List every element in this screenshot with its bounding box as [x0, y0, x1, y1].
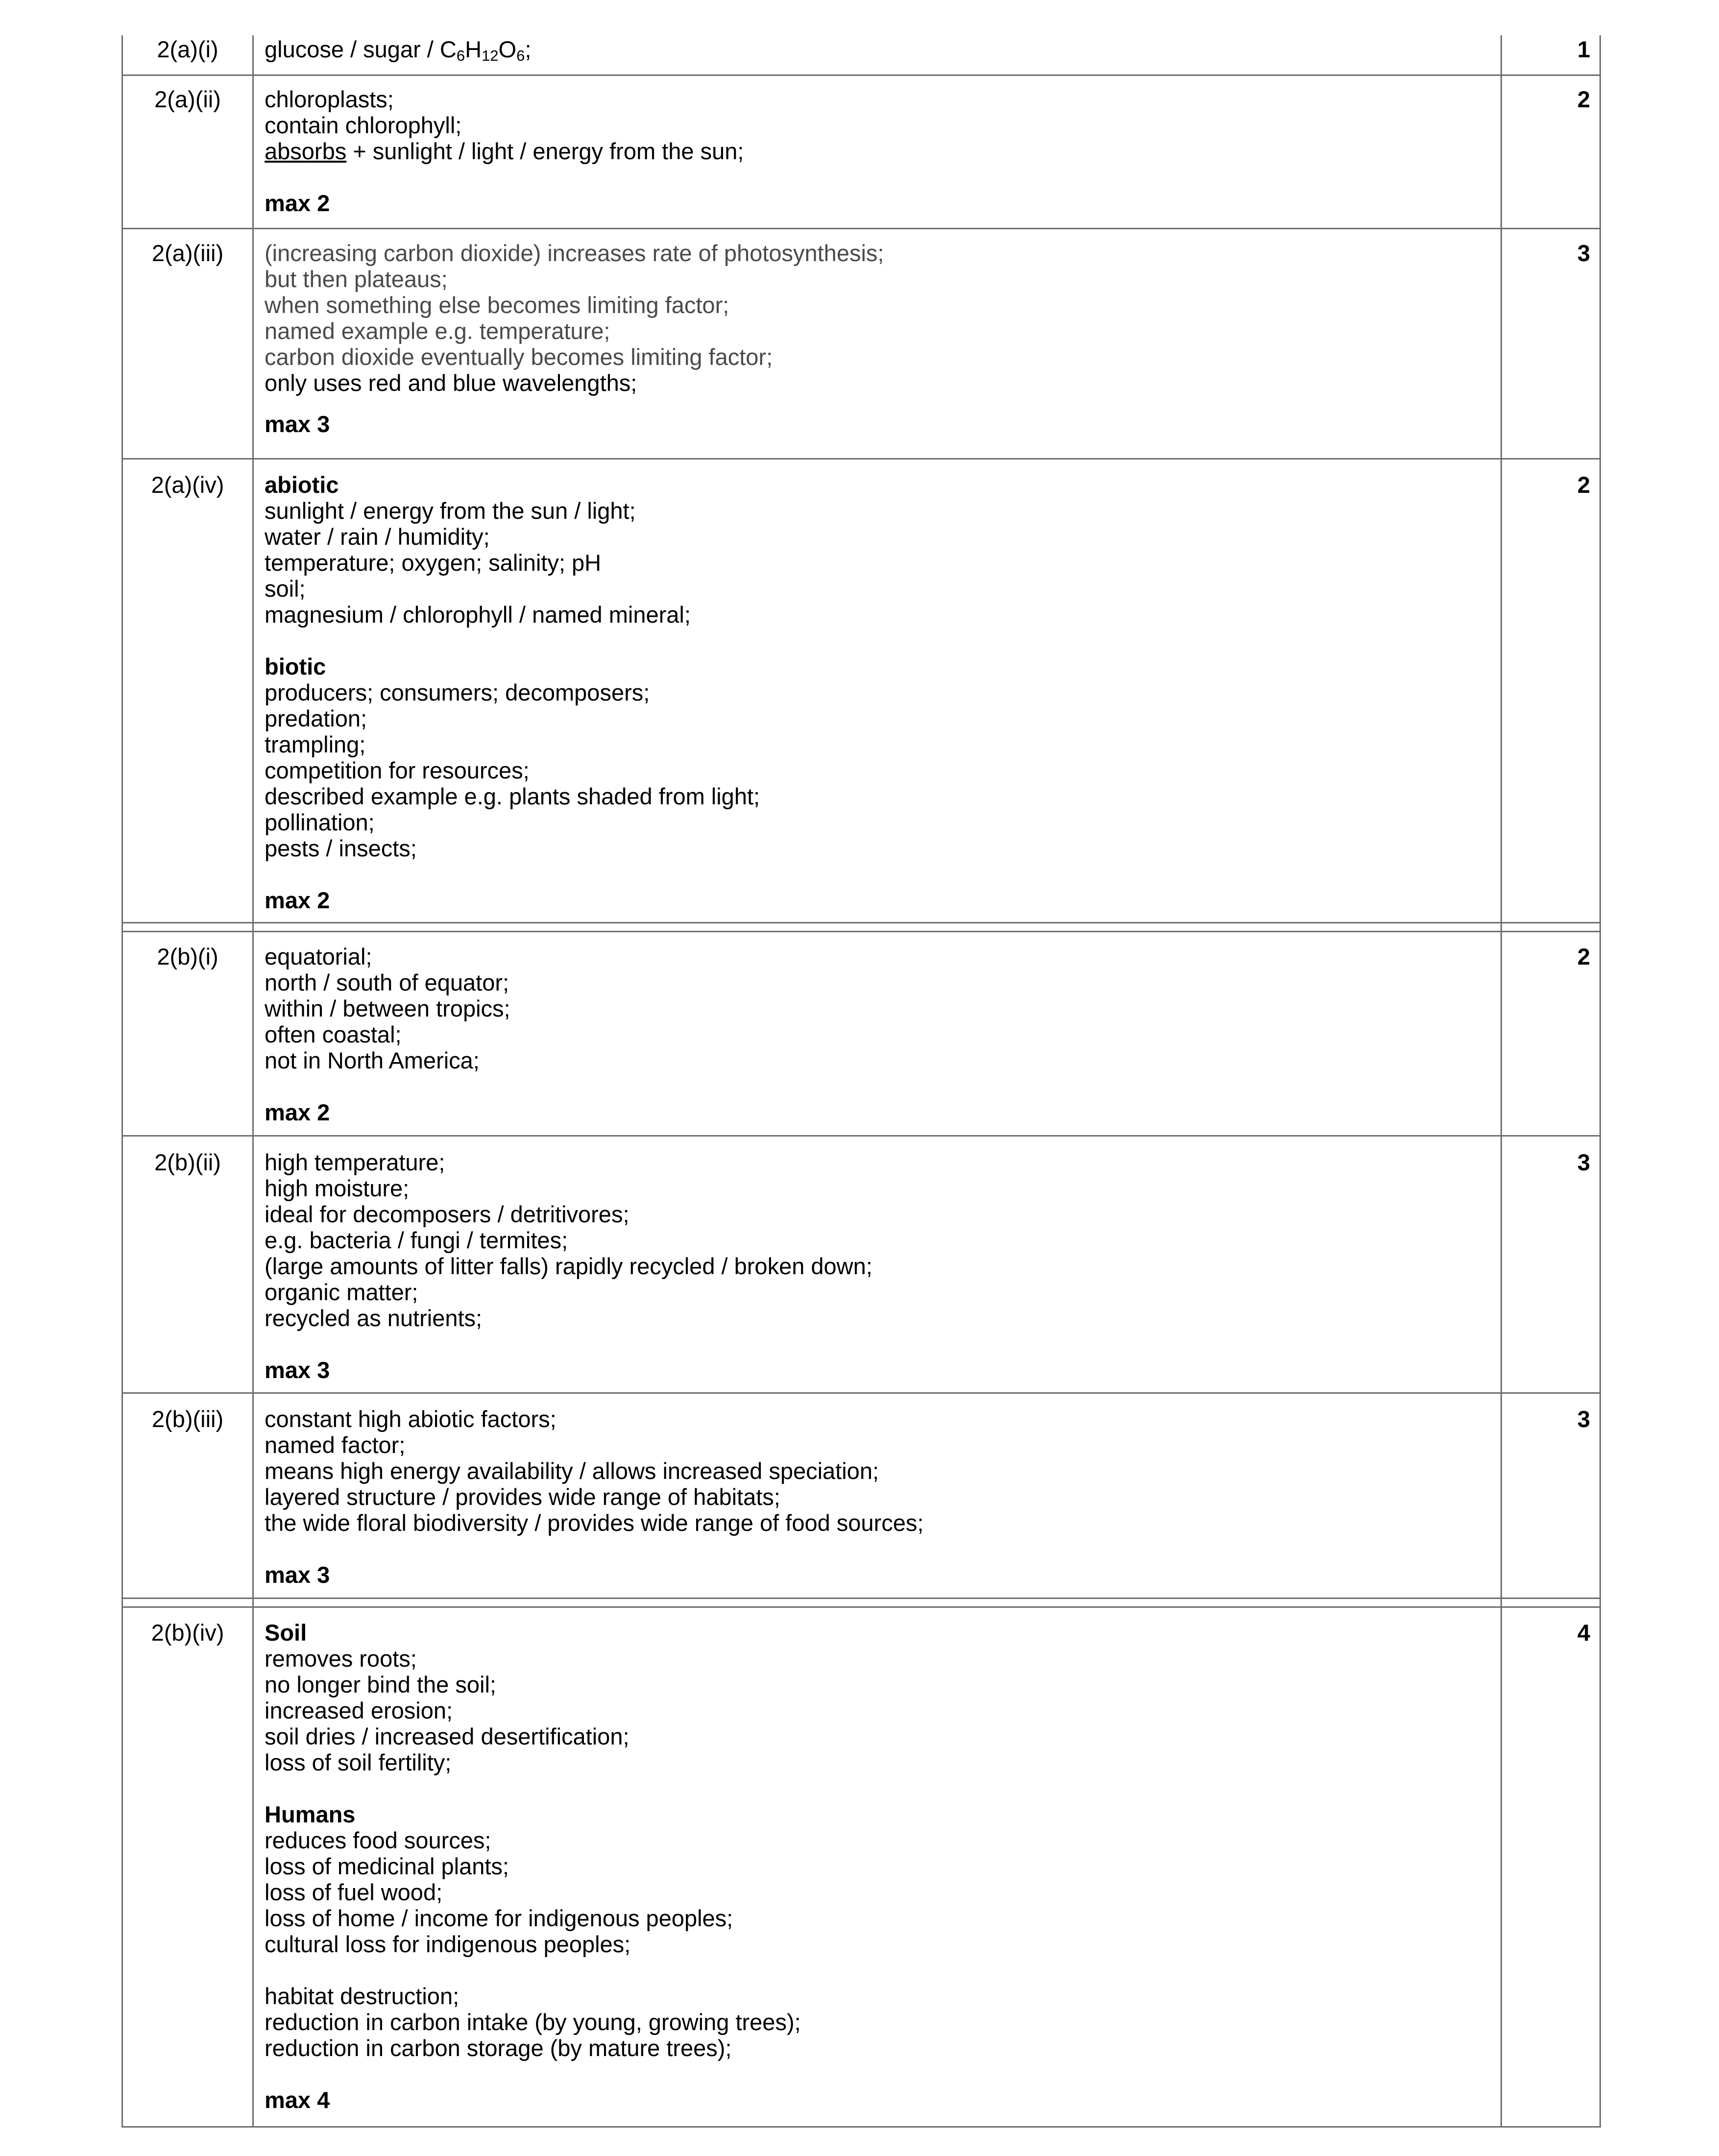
- question-number: 2(a)(ii): [154, 86, 221, 112]
- answer-line: but then plateaus;: [265, 266, 448, 292]
- answer-cell: [265, 1620, 1489, 2113]
- answer-cell: [265, 472, 1489, 913]
- answer-line: carbon dioxide eventually becomes limiting factor;: [265, 344, 773, 370]
- answer-cell: [265, 240, 1489, 437]
- question-number: 2(a)(iv): [151, 472, 224, 498]
- answer-line: competition for resources;: [265, 757, 530, 783]
- answer-line: loss of medicinal plants;: [265, 1853, 509, 1879]
- answer-line: the wide floral biodiversity / provides wide range of food sources;: [265, 1510, 924, 1536]
- marks-value: 3: [1577, 1406, 1590, 1432]
- answer-line: removes roots;: [265, 1646, 417, 1672]
- answer-line: loss of fuel wood;: [265, 1879, 443, 1905]
- question-number: 2(b)(iv): [151, 1620, 224, 1646]
- column-divider-marks: [1501, 35, 1502, 2128]
- answer-line: temperature; oxygen; salinity; pH: [265, 550, 602, 576]
- row-divider: [121, 228, 1601, 229]
- answer-line: equatorial;: [265, 944, 372, 969]
- answer-line: reduction in carbon storage (by mature trees);: [265, 2035, 732, 2061]
- question-number: 2(b)(i): [157, 944, 218, 969]
- table-bottom-border: [121, 2126, 1601, 2128]
- row-divider: [121, 458, 1601, 460]
- blank-line: [265, 861, 1489, 887]
- marks-value: 3: [1577, 240, 1590, 266]
- answer-line: layered structure / provides wide range of habitats;: [265, 1484, 780, 1510]
- marks-value: 2: [1577, 472, 1590, 498]
- marks-value: 2: [1577, 944, 1590, 969]
- blank-line: [265, 1331, 1489, 1357]
- answer-line: absorbs + sunlight / light / energy from the sun;: [265, 138, 744, 164]
- table-right-border: [1599, 35, 1601, 2128]
- answer-line: sunlight / energy from the sun / light;: [265, 498, 636, 524]
- answer-line: organic matter;: [265, 1279, 418, 1305]
- answer-line: only uses red and blue wavelengths;: [265, 370, 637, 396]
- answer-line: trampling;: [265, 731, 366, 757]
- answer-line: high temperature;: [265, 1149, 445, 1175]
- marks-value: 2: [1577, 86, 1590, 112]
- blank-line: [265, 628, 1489, 654]
- answer-line: (increasing carbon dioxide) increases rate of photosynthesis;: [265, 240, 884, 266]
- answer-line: north / south of equator;: [265, 969, 509, 995]
- max-marks-note: max 3: [265, 1562, 330, 1588]
- max-marks-note: max 2: [265, 887, 330, 913]
- answer-line: increased erosion;: [265, 1697, 453, 1723]
- answer-line: producers; consumers; decomposers;: [265, 679, 650, 705]
- answer-line: contain chlorophyll;: [265, 112, 462, 138]
- max-marks-note: max 3: [265, 1357, 330, 1383]
- underlined-keyword: absorbs: [265, 138, 347, 164]
- answer-line: constant high abiotic factors;: [265, 1406, 557, 1432]
- answer-line: described example e.g. plants shaded from light;: [265, 783, 760, 809]
- table-left-border: [121, 35, 123, 2128]
- question-number: 2(b)(iii): [151, 1406, 224, 1432]
- blank-line: [265, 1957, 1489, 1983]
- section-heading-abiotic: abiotic: [265, 472, 339, 498]
- answer-line: e.g. bacteria / fungi / termites;: [265, 1227, 568, 1253]
- answer-line: reduction in carbon intake (by young, growing trees);: [265, 2009, 801, 2035]
- answer-line: soil dries / increased desertification;: [265, 1723, 629, 1749]
- answer-line: magnesium / chlorophyll / named mineral;: [265, 602, 691, 628]
- answer-line: no longer bind the soil;: [265, 1672, 496, 1697]
- answer-cell: [265, 1149, 1489, 1383]
- row-divider-double-top: [121, 1598, 1601, 1599]
- answer-line: (large amounts of litter falls) rapidly recycled / broken down;: [265, 1253, 872, 1279]
- answer-line: glucose / sugar / $C_6H_{12}O_6$;: [265, 36, 532, 64]
- row-divider-double-top: [121, 922, 1601, 923]
- answer-line: ideal for decomposers / detritivores;: [265, 1201, 629, 1227]
- answer-line: reduces food sources;: [265, 1827, 491, 1853]
- question-number: 2(b)(ii): [154, 1149, 221, 1175]
- answer-cell: [265, 944, 1489, 1125]
- row-divider-double-bottom: [121, 1606, 1601, 1608]
- max-marks-note: max 4: [265, 2087, 330, 2113]
- answer-line: pests / insects;: [265, 835, 417, 861]
- answer-line: named factor;: [265, 1432, 406, 1458]
- marks-value: 4: [1577, 1620, 1590, 1646]
- blank-line: [265, 164, 1489, 190]
- answer-line: habitat destruction;: [265, 1983, 460, 2009]
- section-heading-soil: Soil: [265, 1620, 307, 1646]
- column-divider-question: [252, 35, 254, 2128]
- answer-cell: [265, 1406, 1489, 1588]
- answer-line: cultural loss for indigenous peoples;: [265, 1931, 631, 1957]
- answer-line: often coastal;: [265, 1021, 402, 1047]
- answer-line: means high energy availability / allows increased speciation;: [265, 1458, 879, 1484]
- answer-line: water / rain / humidity;: [265, 524, 490, 550]
- row-divider-double-bottom: [121, 931, 1601, 932]
- answer-line: high moisture;: [265, 1175, 410, 1201]
- question-number: 2(a)(i): [157, 36, 218, 62]
- answer-line: loss of soil fertility;: [265, 1749, 452, 1775]
- answer-line: soil;: [265, 576, 306, 602]
- answer-cell: [265, 86, 1489, 216]
- answer-line: chloroplasts;: [265, 86, 394, 112]
- answer-line: pollination;: [265, 809, 375, 835]
- answer-line: recycled as nutrients;: [265, 1305, 483, 1331]
- answer-cell: [265, 36, 1489, 62]
- question-number: 2(a)(iii): [151, 240, 224, 266]
- blank-line: [265, 1536, 1489, 1562]
- blank-line: [265, 1775, 1489, 1801]
- blank-line: [265, 1073, 1489, 1099]
- blank-line: [265, 396, 1489, 411]
- row-divider: [121, 1392, 1601, 1394]
- answer-line: predation;: [265, 705, 367, 731]
- answer-line: when something else becomes limiting factor;: [265, 292, 729, 318]
- marks-value: 1: [1577, 36, 1590, 62]
- section-heading-humans: Humans: [265, 1801, 356, 1827]
- blank-line: [265, 2061, 1489, 2087]
- answer-line: named example e.g. temperature;: [265, 318, 610, 344]
- max-marks-note: max 3: [265, 411, 330, 437]
- answer-line: loss of home / income for indigenous peoples;: [265, 1905, 733, 1931]
- answer-line: not in North America;: [265, 1047, 480, 1073]
- row-divider: [121, 74, 1601, 76]
- answer-line: within / between tropics;: [265, 995, 510, 1021]
- row-divider: [121, 1135, 1601, 1137]
- marks-value: 3: [1577, 1149, 1590, 1175]
- max-marks-note: max 2: [265, 190, 330, 216]
- section-heading-biotic: biotic: [265, 654, 326, 679]
- max-marks-note: max 2: [265, 1099, 330, 1125]
